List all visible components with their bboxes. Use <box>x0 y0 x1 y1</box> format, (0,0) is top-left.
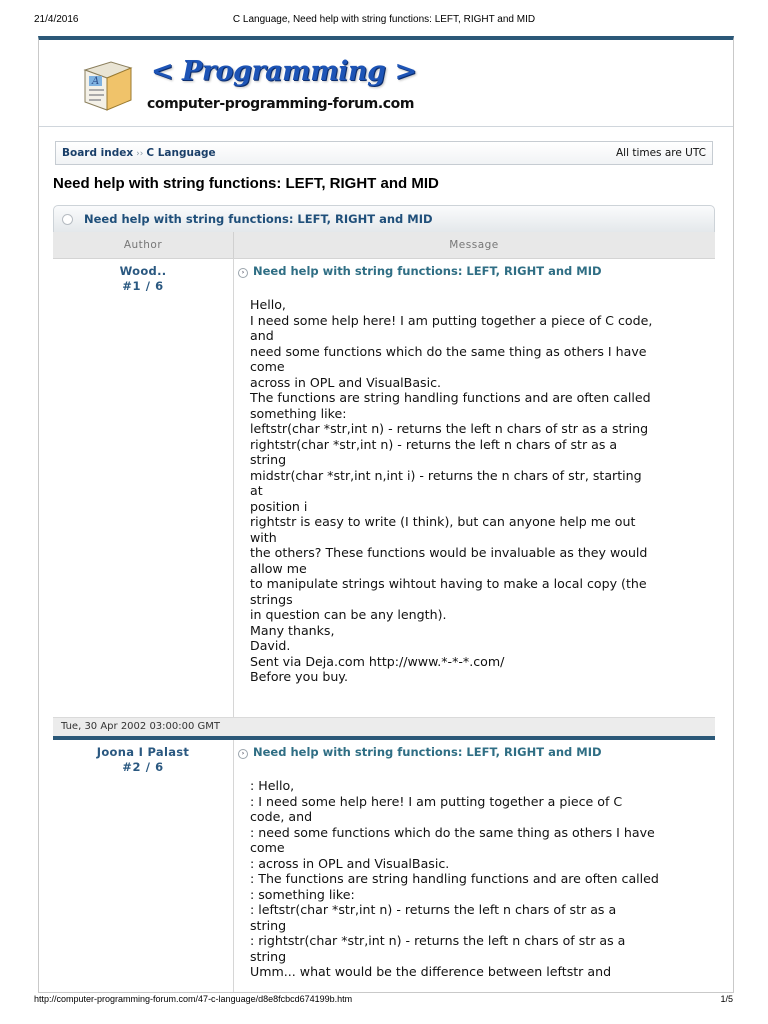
post-body-line: across in OPL and VisualBasic. <box>250 374 442 390</box>
timezone-note: All times are UTC <box>615 147 706 159</box>
breadcrumb-separator: ›› <box>136 149 144 159</box>
post-body-line: : Hello, <box>250 778 295 793</box>
post-body-line: Hello, <box>250 297 286 312</box>
post-body-line: Many thanks, <box>250 622 335 638</box>
post-2 <box>53 740 715 993</box>
breadcrumb-c-language[interactable]: C Language <box>146 147 216 159</box>
print-page-number: 1/5 <box>720 994 733 1004</box>
post-arrow-icon: › <box>238 268 248 278</box>
post-footer <box>53 717 715 736</box>
post-body-line: come <box>250 359 285 374</box>
forum-page <box>38 36 734 993</box>
svg-text:A: A <box>92 76 100 87</box>
post-subject-text: Need help with string functions: LEFT, RIGHT and MID <box>253 264 602 278</box>
post-body-line: rightstr(char *str,int n) - returns the left n chars of str as a <box>250 436 618 452</box>
post-body-line: : rightstr(char *str,int n) - returns the left n chars of str as a <box>250 933 626 948</box>
book-logo-icon <box>81 56 135 112</box>
post-body-line: Umm... what would be the difference between leftstr and <box>250 964 612 979</box>
post-arrow-icon: › <box>238 749 248 759</box>
post-body-line: come <box>250 840 285 855</box>
logo-title: < Programming > <box>151 56 417 87</box>
print-title: C Language, Need help with string functions: LEFT, RIGHT and MID <box>232 14 536 25</box>
post-body-line: allow me <box>250 560 307 576</box>
post-body-line: and <box>250 328 274 343</box>
topic-title: Need help with string functions: LEFT, RIGHT and MID <box>53 175 439 192</box>
post-body-line: midstr(char *str,int n,int i) - returns the n chars of str, starting <box>250 467 642 483</box>
post-body-line: something like: <box>250 405 347 421</box>
topic-radio-icon <box>62 214 73 225</box>
post-subject[interactable] <box>238 745 602 759</box>
post-body-line: position i <box>250 498 308 514</box>
post-author[interactable]: Wood.. <box>119 264 167 278</box>
post-body-line: : leftstr(char *str,int n) - returns the left n chars of str as a <box>250 902 617 917</box>
post-author[interactable]: Joona I Palast <box>96 745 190 759</box>
post-1 <box>53 259 715 737</box>
post-body-line: : something like: <box>250 886 355 902</box>
post-body-line: string <box>250 917 287 933</box>
post-body-line: : need some functions which do the same thing as others I have <box>250 824 655 840</box>
post-body-line: rightstr is easy to write (I think), but can anyone help me out <box>250 514 636 529</box>
column-headers <box>53 232 715 259</box>
post-subject-text: Need help with string functions: LEFT, RIGHT and MID <box>253 745 602 759</box>
post-body-line: I need some help here! I am putting together a piece of C code, <box>250 312 653 328</box>
author-column-header: Author <box>123 239 163 251</box>
post-body-line: : across in OPL and VisualBasic. <box>250 855 450 871</box>
post-body-line: code, and <box>250 809 313 824</box>
post-timestamp: Tue, 30 Apr 2002 03:00:00 GMT <box>61 721 221 732</box>
breadcrumb-board-index[interactable]: Board index <box>62 147 134 159</box>
post-body-line: in question can be any length). <box>250 607 447 622</box>
post-body <box>250 297 652 685</box>
post-body-line: need some functions which do the same thing as others I have <box>250 343 647 359</box>
post-subject[interactable] <box>238 264 602 278</box>
breadcrumb <box>62 147 216 159</box>
post-number: #1 / 6 <box>122 279 164 293</box>
print-url: http://computer-programming-forum.com/47-c-language/d8e8fcbcd674199b.htm <box>34 994 353 1004</box>
print-date: 21/4/2016 <box>34 14 79 25</box>
site-header <box>39 40 733 127</box>
topic-bar-title[interactable]: Need help with string functions: LEFT, RIGHT and MID <box>84 212 433 226</box>
post-body-line: Before you buy. <box>250 669 348 684</box>
post-divider <box>233 259 234 719</box>
post-body-line: with <box>250 529 277 545</box>
message-column-header: Message <box>449 239 499 251</box>
post-divider <box>233 740 234 993</box>
post-body-line: to manipulate strings wihtout having to make a local copy (the <box>250 576 647 591</box>
post-body-line: The functions are string handling functions and are often called <box>250 390 651 405</box>
logo-site-name: computer-programming-forum.com <box>147 96 415 112</box>
post-body <box>250 778 659 980</box>
post-body-line: at <box>250 483 263 498</box>
post-body-line: the others? These functions would be invaluable as they would <box>250 545 648 560</box>
post-body-line: string <box>250 452 287 467</box>
topic-header-bar <box>53 205 715 233</box>
post-number: #2 / 6 <box>122 760 164 774</box>
post-body-line: leftstr(char *str,int n) - returns the left n chars of str as a string <box>250 421 649 436</box>
post-body-line: : The functions are string handling functions and are often called <box>250 871 659 886</box>
post-body-line: string <box>250 948 287 964</box>
post-body-line: : I need some help here! I am putting together a piece of C <box>250 793 623 809</box>
post-body-line: David. <box>250 638 291 653</box>
post-body-line: strings <box>250 591 293 607</box>
post-body-line: Sent via Deja.com http://www.*-*-*.com/ <box>250 653 505 669</box>
breadcrumb-bar <box>55 141 713 165</box>
